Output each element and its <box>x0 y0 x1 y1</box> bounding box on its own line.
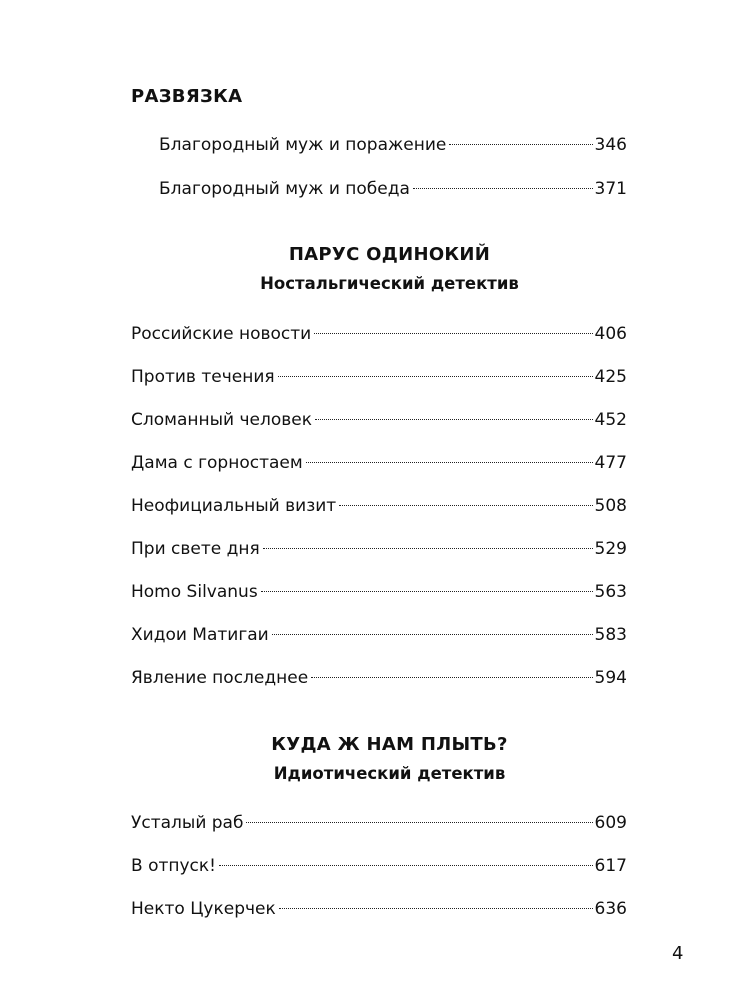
toc-entry-page: 425 <box>594 367 627 387</box>
part-title-parus: ПАРУС ОДИНОКИЙ <box>288 244 491 265</box>
dot-leader <box>315 401 593 425</box>
toc-entry-title: Благородный муж и поражение <box>159 135 447 155</box>
toc-entry[interactable] <box>131 401 627 430</box>
toc-entry[interactable] <box>131 444 627 473</box>
toc-entry[interactable] <box>131 616 627 645</box>
toc-entry-page: 636 <box>594 899 627 919</box>
toc-entry-title: Дама с горностаем <box>131 453 303 473</box>
toc-entry-title: Некто Цукерчек <box>131 899 276 919</box>
dot-leader <box>279 890 593 914</box>
section-heading-razvyazka: РАЗВЯЗКА <box>131 86 243 107</box>
toc-entry[interactable] <box>131 573 627 602</box>
toc-entry[interactable] <box>131 358 627 387</box>
toc-entry-page: 594 <box>594 668 627 688</box>
toc-entry-title: Благородный муж и победа <box>159 179 410 199</box>
part-subtitle-parus: Ностальгический детектив <box>260 274 519 293</box>
toc-entry-page: 508 <box>594 496 627 516</box>
dot-leader <box>314 315 592 339</box>
toc-entry-page: 452 <box>594 410 627 430</box>
toc-entry-page: 406 <box>594 324 627 344</box>
toc-entry-title: Сломанный человек <box>131 410 312 430</box>
toc-entry-page: 583 <box>594 625 627 645</box>
toc-entry[interactable] <box>131 847 627 876</box>
dot-leader <box>263 530 593 554</box>
dot-leader <box>449 126 592 150</box>
toc-entry[interactable] <box>131 530 627 559</box>
toc-entry-title: При свете дня <box>131 539 260 559</box>
dot-leader <box>311 659 592 683</box>
toc-entry-title: Российские новости <box>131 324 312 344</box>
toc-entry[interactable] <box>131 487 627 516</box>
toc-entry[interactable] <box>131 804 627 833</box>
toc-entry-title: Хидои Матигаи <box>131 625 269 645</box>
toc-entry-page: 609 <box>594 813 627 833</box>
toc-entry[interactable] <box>159 170 627 199</box>
toc-entry-page: 529 <box>594 539 627 559</box>
dot-leader <box>219 847 593 871</box>
toc-entry-title: Усталый раб <box>131 813 244 833</box>
dot-leader <box>413 170 593 194</box>
dot-leader <box>306 444 593 468</box>
toc-entry-title: Явление последнее <box>131 668 309 688</box>
part-title-kuda: КУДА Ж НАМ ПЛЫТЬ? <box>271 734 508 755</box>
dot-leader <box>246 804 592 828</box>
toc-entry-title: Неофициальный визит <box>131 496 337 516</box>
toc-entry[interactable] <box>131 659 627 688</box>
toc-entry-page: 617 <box>594 856 627 876</box>
part-subtitle-kuda: Идиотический детектив <box>273 764 506 783</box>
dot-leader <box>261 573 593 597</box>
toc-entry-title: В отпуск! <box>131 856 216 876</box>
toc-entry[interactable] <box>131 315 627 344</box>
toc-entry[interactable] <box>159 126 627 155</box>
toc-entry-page: 563 <box>594 582 627 602</box>
dot-leader <box>272 616 593 640</box>
page-number: 4 <box>672 943 684 964</box>
dot-leader <box>278 358 593 382</box>
dot-leader <box>339 487 592 511</box>
toc-entry-page: 371 <box>594 179 627 199</box>
toc-entry-title: Homo Silvanus <box>131 582 258 602</box>
toc-entry-title: Против течения <box>131 367 275 387</box>
toc-entry-page: 346 <box>594 135 627 155</box>
toc-entry[interactable] <box>131 890 627 919</box>
toc-entry-page: 477 <box>594 453 627 473</box>
